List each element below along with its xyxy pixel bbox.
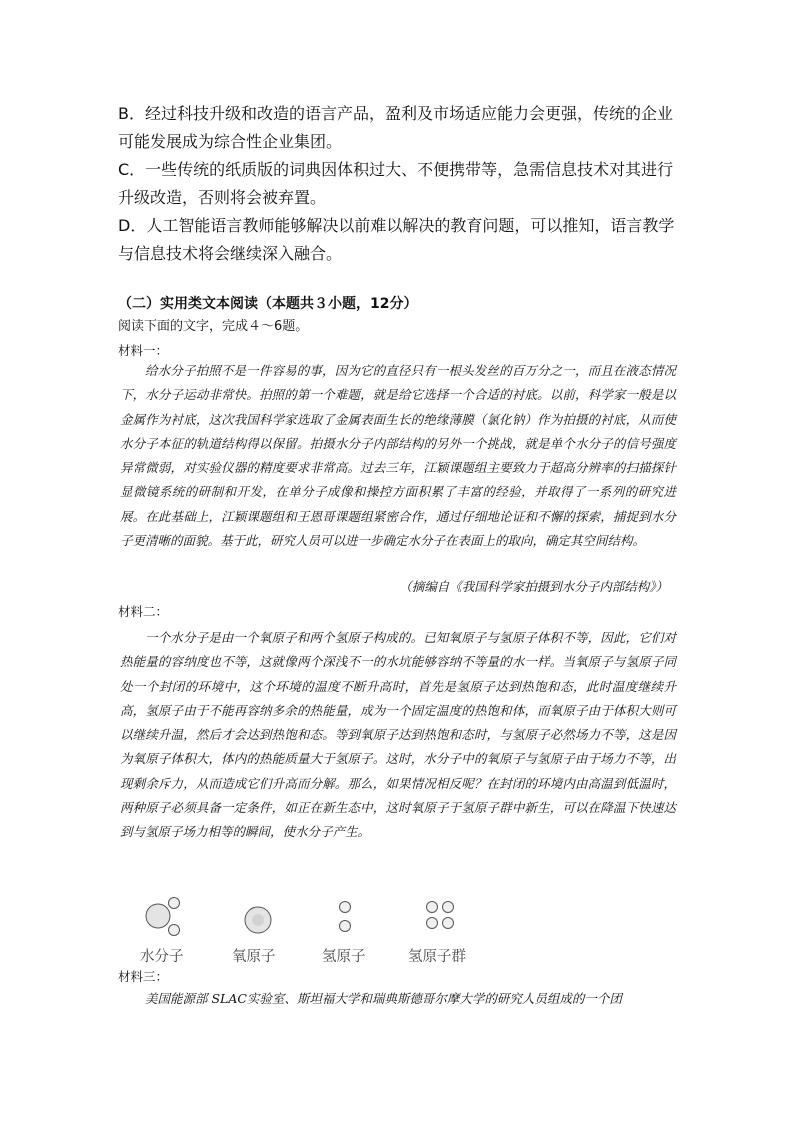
material-1-text: 给水分子拍照不是一件容易的事，因为它的直径只有一根头发丝的百万分之一，而且在液态情况下，水分子运动非常快。拍照的第一个难题，就是给它选择一个合适的衬底。以前，科学家一般是以金属作为衬底，这次我国科学家选取了金属表面生长的绝缘薄膜（氯化钠）作为拍摄的衬底，从而使水分子本征的轨道结构得以保留。拍摄水分子内部结构的另外一个挑战，就是单个水分子的信号强度异常微弱，对实验仪器的精度要求非常高。过去三年，江颖课题组主要致力于超高分辨率的扫描探针显微镜系统的研制和开发，在单分子成像和操控方面积累了丰富的经验，并取得了一系列的研究进展。在此基础上，江颖课题组和王恩哥课题组紧密合作，通过仔细地论证和不懈的探索，捕捉到水分子更清晰的面貌。基于此，研究人员可以进一步确定水分子在表面上的取向，确定其空间结构。	[120, 363, 676, 549]
figure-label-water: 水分子	[140, 949, 184, 965]
section-title: （二）实用类文本阅读（本题共３小题，12分）	[118, 296, 418, 312]
material-1-source: （摘编自《我国科学家拍摄到水分子内部结构》）	[399, 579, 668, 594]
hydrogen-atom-icon	[340, 902, 351, 932]
material-3-label: 材料三：	[118, 969, 169, 984]
figure-label-oxygen: 氧原子	[232, 949, 276, 965]
option-c: C．一些传统的纸质版的词典因体积过大、不便携带等，急需信息技术对其进行升级改造，否则将会被弃置。	[118, 160, 674, 207]
figure-label-hydrogen-group: 氢原子群	[408, 949, 466, 965]
option-d: D．人工智能语言教师能够解决以前难以解决的教育问题，可以推知，语言教学与信息技术将会继续深入融合。	[118, 216, 675, 263]
figure-label-hydrogen: 氢原子	[322, 949, 366, 965]
material-1-label: 材料一：	[118, 343, 169, 358]
option-b: B．经过科技升级和改造的语言产品，盈利及市场适应能力会更强，传统的企业可能发展成为综合性企业集团。	[118, 104, 673, 151]
section-instruction: 阅读下面的文字，完成４～6题。	[118, 319, 309, 334]
material-2-label: 材料二：	[118, 604, 169, 619]
hydrogen-group-icon	[427, 902, 454, 929]
material-3-text: 美国能源部 SLAC实验室、斯坦福大学和瑞典斯德哥尔摩大学的研究人员组成的一个团	[145, 991, 622, 1006]
water-molecule-icon	[146, 898, 180, 936]
oxygen-atom-icon	[245, 907, 271, 933]
material-2-text: 一个水分子是由一个氧原子和两个氢原子构成的。已知氧原子与氢原子体积不等，因此，它们对热能量的容纳度也不等，这就像两个深浅不一的水坑能够容纳不等量的水一样。当氧原子与氢原子同处一个封闭的环境中，这个环境的温度不断升高时，首先是氢原子达到热饱和态，此时温度继续升高，氢原子由于不能再容纳多余的热能量，成为一个固定温度的热饱和体，而氧原子由于体积大则可以继续升温，然后才会达到热饱和态。等到氧原子达到热饱和态时，与氢原子必然场力不等，这是因为氧原子体积大，体内的热能质量大于氢原子。这时，水分子中的氧原子与氢原子由于场力不等，出现剩余斥力，从而造成它们升高而分解。那么，如果情况相反呢？在封闭的环境内由高温到低温时，两种原子必须具备一定条件，如正在新生态中，这时氧原子于氢原子群中新生，可以在降温下快速达到与氢原子场力相等的瞬间，使水分子产生。	[120, 630, 676, 840]
